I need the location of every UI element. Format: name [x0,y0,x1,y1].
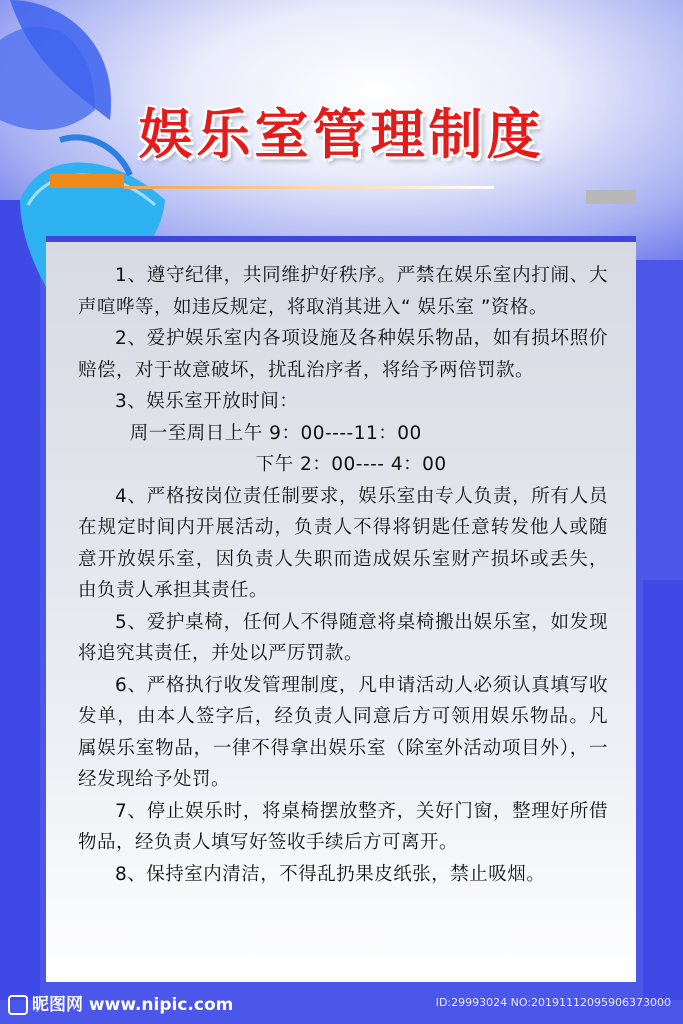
rule-item: 7、停止娱乐时，将桌椅摆放整齐，关好门窗，整理好所借物品，经负责人填写好签收手续后方可离开。 [78,800,608,853]
left-band [0,200,40,1000]
opening-hours-afternoon: 下午 2：00---- 4：00 [255,454,447,475]
rule-item: 8、保持室内清洁，不得乱扔果皮纸张，禁止吸烟。 [115,863,546,885]
watermark-id: ID:29993024 NO:20191112095906373000 [435,996,671,1009]
rules-list [78,260,608,890]
accent-line [124,186,494,189]
rule-item: 1、遵守纪律，共同维护好秩序。严禁在娱乐室内打闹、大声喧哗等，如违反规定，将取消其进入“ 娱乐室 ”资格。 [78,265,608,318]
page-title: 娱乐室管理制度 [138,103,545,166]
panel-top-bar [46,236,636,242]
rule-item: 3、娱乐室开放时间： [115,391,299,412]
nipic-logo-icon [8,995,28,1015]
watermark-site: 昵图网 www.nipic.com [8,990,233,1015]
grey-accent-bar [586,190,636,204]
opening-hours-morning: 周一至周日上午 9：00----11：00 [129,422,422,444]
orange-accent-bar [50,174,124,188]
rule-item: 6、严格执行收发管理制度，凡申请活动人必须认真填写收发单，由本人签字后，经负责人同意后方可领用娱乐物品。凡属娱乐室物品，一律不得拿出娱乐室（除室外活动项目外），一经发现给予处罚。 [78,674,608,790]
rule-item: 4、严格按岗位责任制要求，娱乐室由专人负责，所有人员在规定时间内开展活动，负责人不得将钥匙任意转发他人或随意开放娱乐室，因负责人失职而造成娱乐室财产损坏或丢失，由负责人承担其责任。 [78,485,608,601]
right-band [643,580,683,1000]
rule-item: 5、爱护桌椅，任何人不得随意将桌椅搬出娱乐室，如发现将追究其责任，并处以严厉罚款。 [78,611,608,664]
rule-item: 2、爱护娱乐室内各项设施及各种娱乐物品，如有损坏照价赔偿，对于故意破坏，扰乱治序者，将给予两倍罚款。 [78,328,608,381]
